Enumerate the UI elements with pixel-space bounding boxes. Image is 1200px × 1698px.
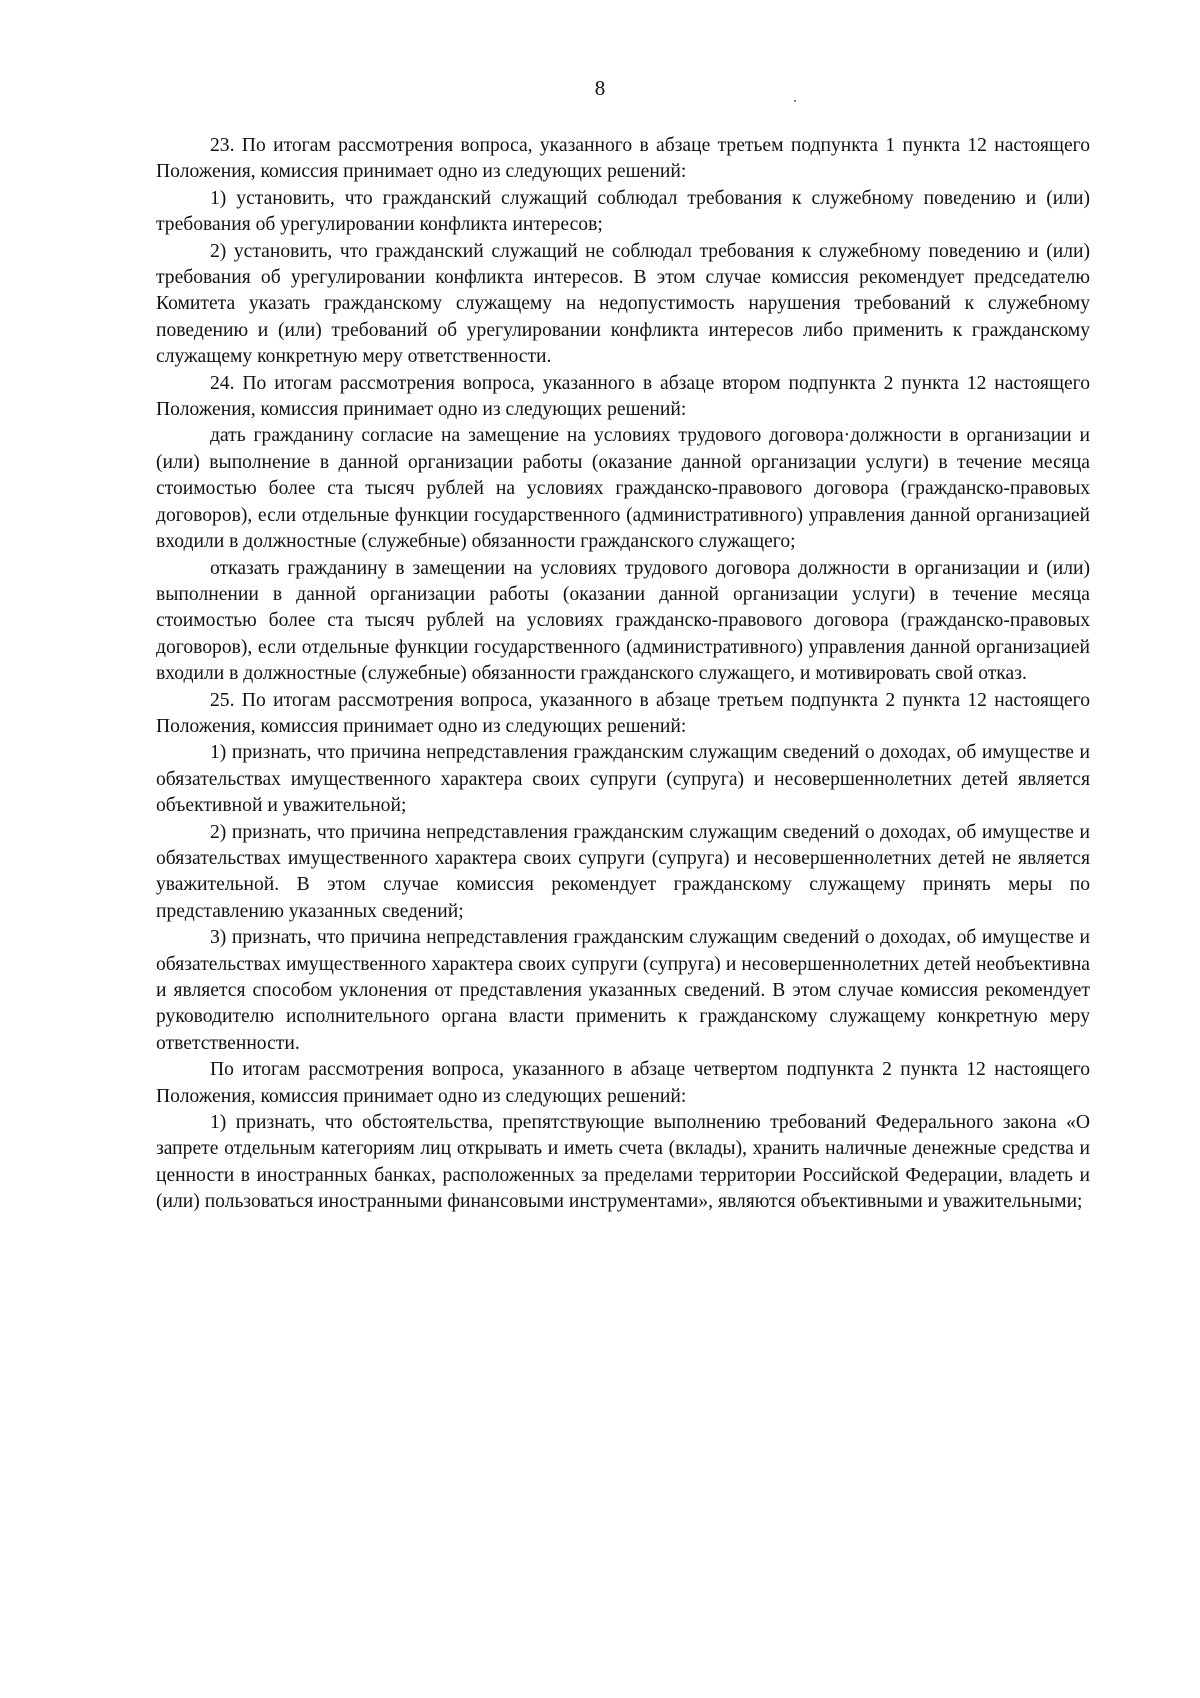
paragraph-23-item-1: 1) установить, что гражданский служащий соблюдал требования к служебному поведению и (или) требования об урегулировании конфликта интересов;: [156, 187, 1090, 236]
paragraph-25-1-item-1: 1) признать, что обстоятельства, препятствующие выполнению требований Федерального закона «О запрете отдельным категориям лиц открывать и иметь счета (вклады), хранить наличные денежные средства и ценности в иностранных банках, расположенных за пределами территории Российской Федерации, владеть и (или) пользоваться иностранными финансовыми инструментами», являются объективными и уважительными;: [156, 1112, 1090, 1213]
paragraph-25-item-1: 1) признать, что причина непредставления гражданским служащим сведений о доходах, об имуществе и обязательствах имущественного характера своих супруги (супруга) и несовершеннолетних детей является объективной и уважительной;: [156, 742, 1090, 817]
paragraph-25-item-3: 3) признать, что причина непредставления гражданским служащим сведений о доходах, об имуществе и обязательствах имущественного характера своих супруги (супруга) и несовершеннолетних детей необъективна и является способом уклонения от представления указанных сведений. В этом случае комиссия рекомендует руководителю исполнительного органа власти применить к гражданскому служащему конкретную меру ответственности.: [156, 927, 1090, 1054]
paragraph-24-intro: 24. По итогам рассмотрения вопроса, указанного в абзаце втором подпункта 2 пункта 12 настоящего Положения, комиссия принимает одно из следующих решений:: [156, 372, 1090, 421]
paragraph-25-item-2: 2) признать, что причина непредставления гражданским служащим сведений о доходах, об имуществе и обязательствах имущественного характера своих супруги (супруга) и несовершеннолетних детей не является уважительной. В этом случае комиссия рекомендует гражданскому служащему принять меры по представлению указанных сведений;: [156, 821, 1090, 922]
paragraph-23-item-2: 2) установить, что гражданский служащий не соблюдал требования к служебному поведению и (или) требования об урегулировании конфликта интересов. В этом случае комиссия рекомендует председателю Комитета указать гражданскому служащему на недопустимость нарушения требований к служебному поведению и (или) требований об урегулировании конфликта интересов либо применить к гражданскому служащему конкретную меру ответственности.: [156, 240, 1090, 368]
paragraph-25-intro: 25. По итогам рассмотрения вопроса, указанного в абзаце третьем подпункта 2 пункта 12 настоящего Положения, комиссия принимает одно из следующих решений:: [156, 689, 1090, 737]
paragraph-25-1-intro: По итогам рассмотрения вопроса, указанного в абзаце четвертом подпункта 2 пункта 12 настоящего Положения, комиссия принимает одно из следующих решений:: [156, 1059, 1090, 1107]
paragraph-23-intro: 23. По итогам рассмотрения вопроса, указанного в абзаце третьем подпункта 1 пункта 12 настоящего Положения, комиссия принимает одно из следующих решений:: [156, 135, 1090, 183]
document-body: [156, 133, 1090, 1216]
scan-speck: [794, 100, 796, 102]
paragraph-24-refusal: отказать гражданину в замещении на условиях трудового договора должности в организации и (или) выполнении в данной организации работы (оказании данной организации услуги) в течение месяца стоимостью более ста тысяч рублей на условиях гражданско-правового договора (гражданско-правовых договоров), если отдельные функции государственного (административного) управления данной организацией входили в должностные (служебные) обязанности гражданского служащего, и мотивировать свой отказ.: [156, 557, 1090, 685]
page-number: 8: [594, 76, 606, 100]
paragraph-24-consent: дать гражданину согласие на замещение на условиях трудового договора·должности в организации и (или) выполнение в данной организации работы (оказание данной организации услуги) в течение месяца стоимостью более ста тысяч рублей на условиях гражданско-правового договора (гражданско-правовых договоров), если отдельные функции государственного (административного) управления данной организацией входили в должностные (служебные) обязанности гражданского служащего;: [156, 425, 1090, 553]
